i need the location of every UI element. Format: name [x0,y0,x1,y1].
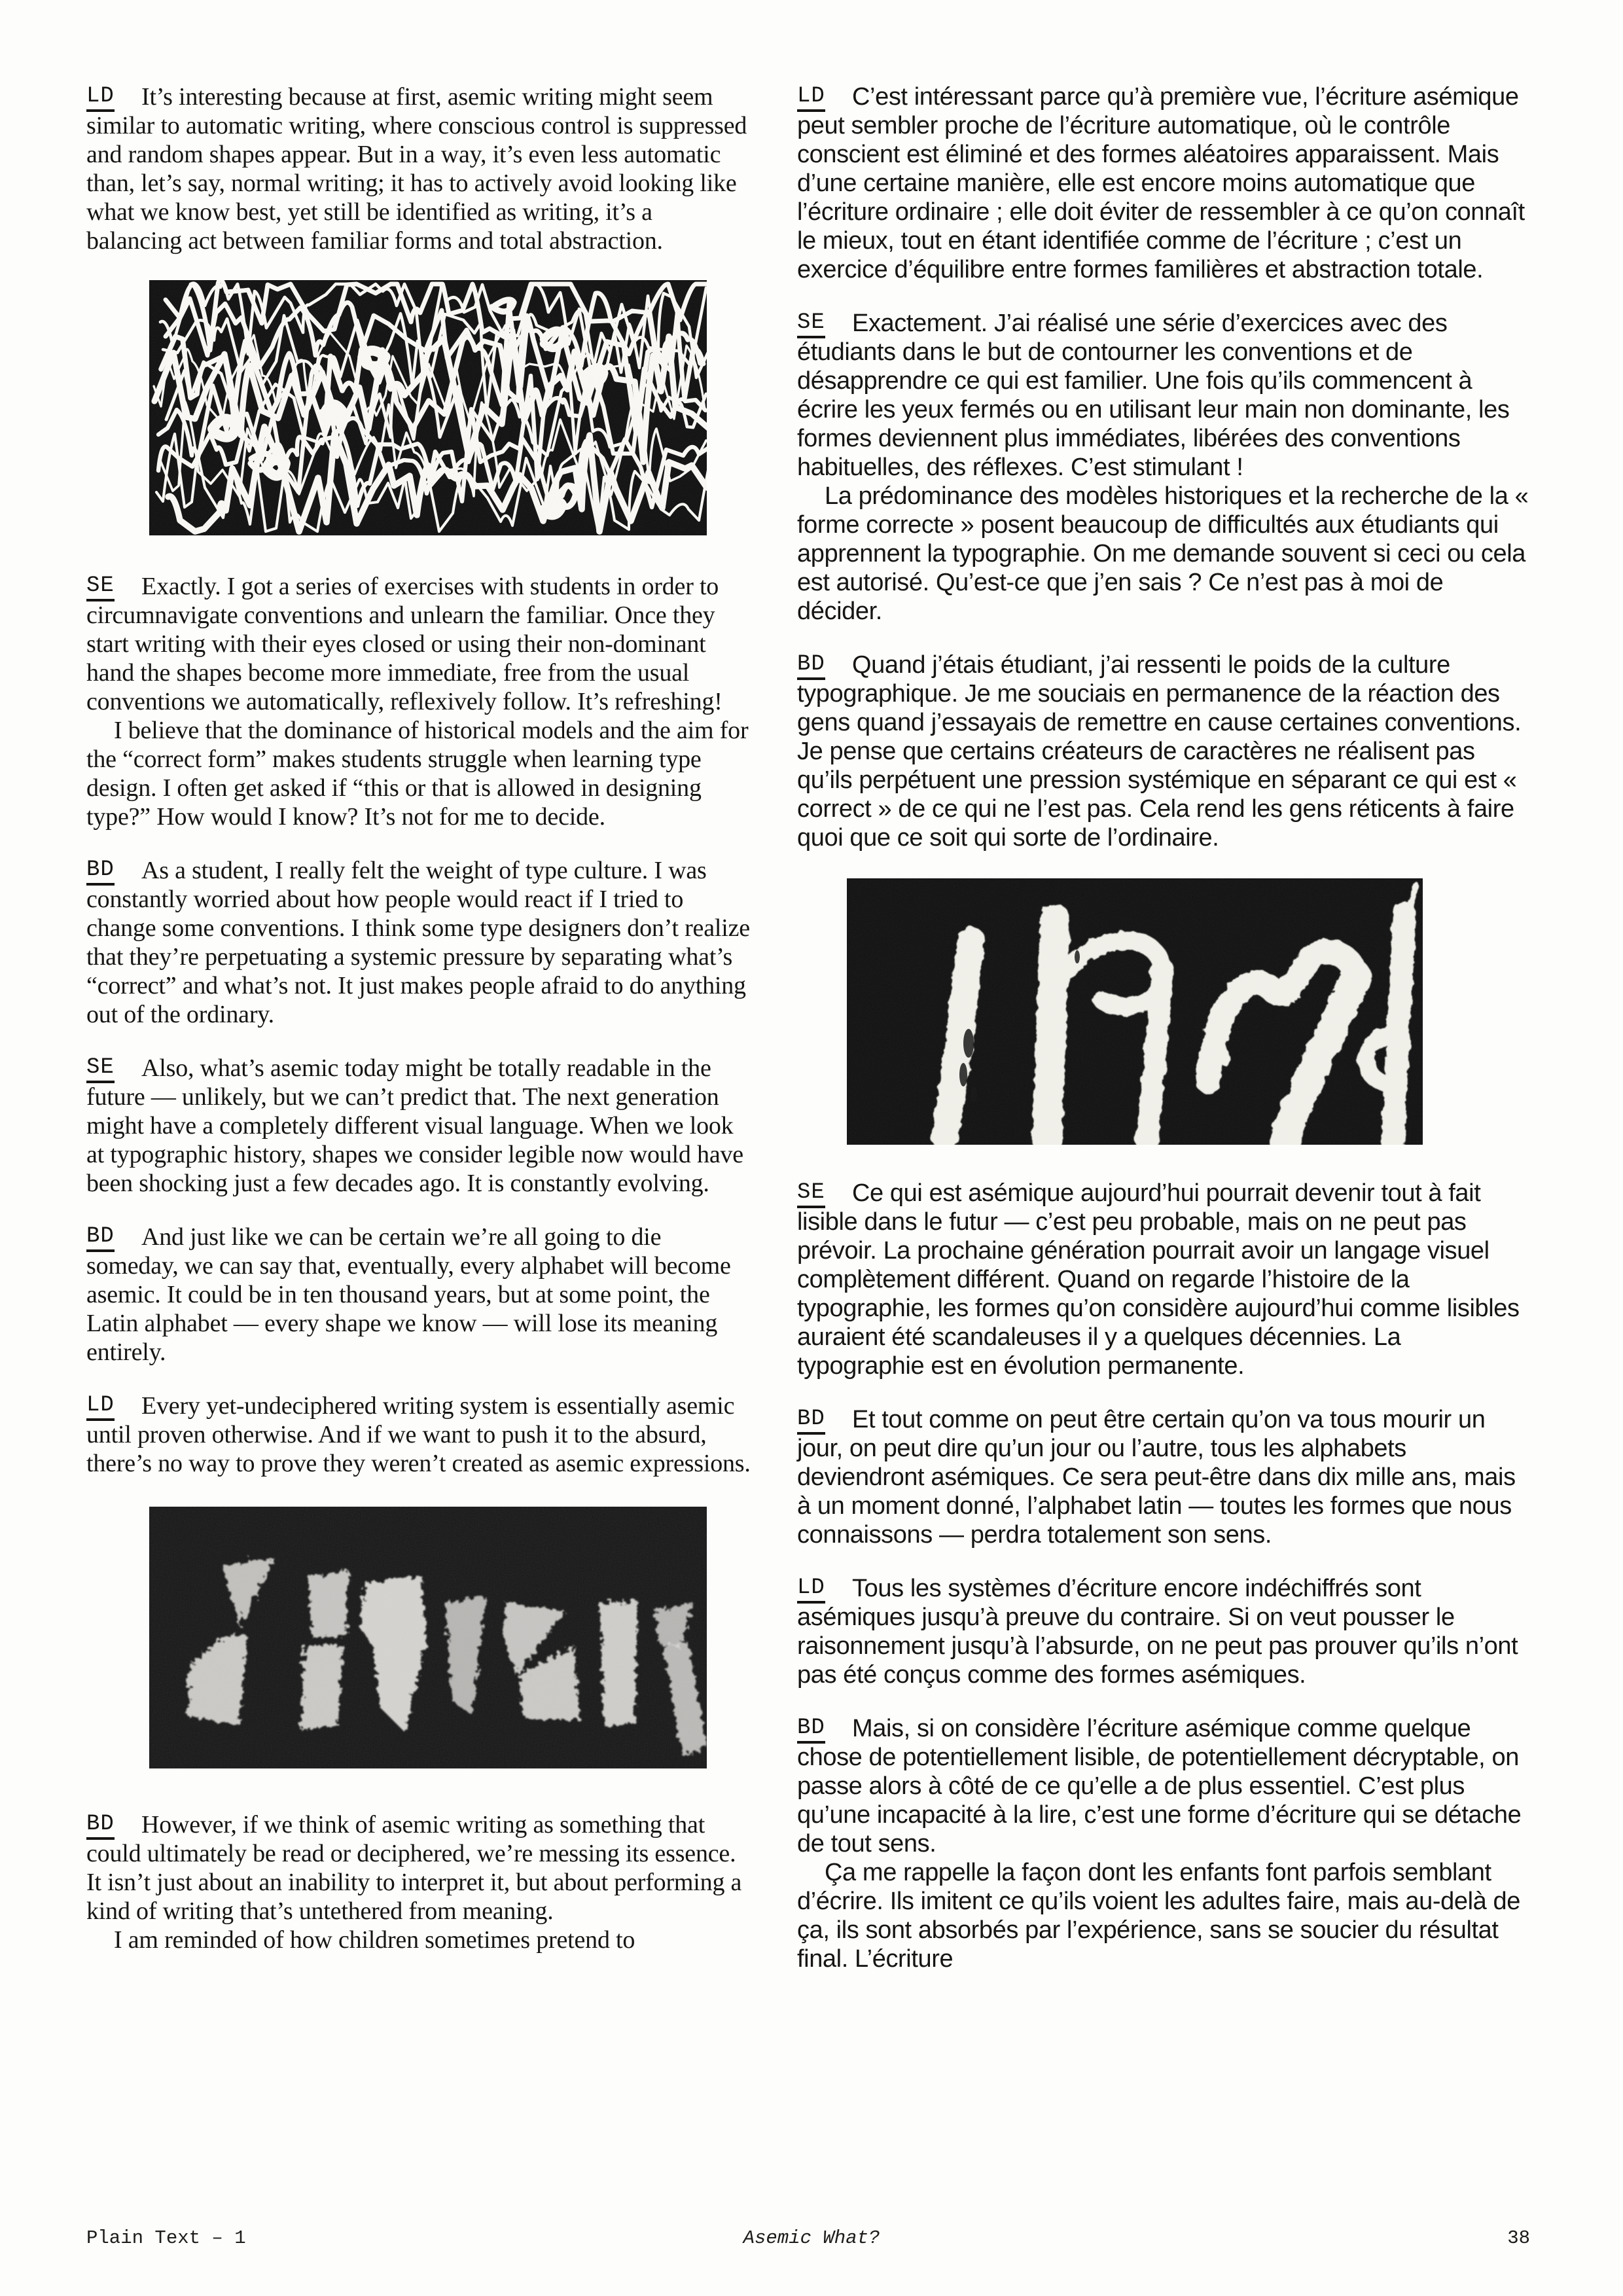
dialogue-text: Every yet-undeciphered writing system is essentially asemic until proven otherwise. And if we want to push it to the absurd, there’s no way to prove they weren’t created as asemic expressions. [86,1392,751,1477]
speaker-label-se: SE [86,573,115,601]
asemic-scribbles-svg [149,280,707,535]
dialogue-text-continued: La prédominance des modèles historiques et la recherche de la « forme correcte » posent beaucoup de difficultés aux étudiants qui apprennent la typographie. On me demande souvent si ceci ou cela est autorisé. Qu’est-ce que j’en sais ? Ce n’est pas à moi de décider. [797,482,1529,625]
footer-book-title: Plain Text – 1 [86,2227,246,2249]
dialogue-text: Ce qui est asémique aujourd’hui pourrait devenir tout à fait lisible dans le futur — c’est peu probable, mais on ne peut pas prévoir. La prochaine génération pourrait avoir un langage visuel complètement différent. Quand on regarde l’histoire de la typographie, les formes qu’on considère aujourd’hui comme lisibles auraient été scandaleuses il y a quelques décennies. La typographie est en évolution permanente. [797,1179,1520,1380]
dialogue-text-continued: I am reminded of how children sometimes pretend to [114,1926,635,1954]
asemic-scribbles-image [149,280,707,535]
dialogue-paragraph [797,309,1531,626]
speaker-label-ld: LD [86,84,115,112]
page-footer [0,2227,1623,2255]
dialogue-text: As a student, I really felt the weight of type culture. I was constantly worried about how people would react if I tried to change some conventions. I think some type designers don’t realize that they’re perpetuating a systemic pressure by separating what’s “correct” and what’s not. It just makes people afraid to do anything out of the ordinary. [86,857,750,1028]
dialogue-paragraph [86,572,753,831]
dialogue-text: However, if we think of asemic writing as something that could ultimately be read or deciphered, we’re messing its essence. It isn’t just about an inability to interpret it, but about performing a kind of writing that’s untethered from meaning. [86,1811,742,1925]
dialogue-text-continued: I believe that the dominance of historical models and the aim for the “correct form” makes students struggle when learning type design. I often get asked if “this or that is allowed in designing type?” How would I know? It’s not for me to decide. [86,717,749,831]
asemic-stencil-image [149,1507,707,1768]
dialogue-paragraph [86,856,753,1029]
dialogue-text: It’s interesting because at first, asemic writing might seem similar to automatic writing, where conscious control is suppressed and random shapes appear. But in a way, it’s even less automatic than, let’s say, normal writing; it has to actively avoid looking like what we know best, yet still be identified as writing, it’s a balancing act between familiar forms and total abstraction. [86,83,747,255]
dialogue-text-continued: Ça me rappelle la façon dont les enfants font parfois semblant d’écrire. Ils imitent ce qu’ils voient les adultes faire, mais au-delà de ça, ils sont absorbés par l’expérience, sans se soucier du résultat final. L’écriture [797,1859,1520,1973]
french-column [797,82,1531,1973]
dialogue-paragraph [797,1405,1531,1549]
speaker-label-bd: BD [86,857,115,886]
dialogue-text: C’est intéressant parce qu’à première vue, l’écriture asémique peut sembler proche de l’écriture automatique, où le contrôle conscient est éliminé et des formes aléatoires apparaissent. Mais d’une certaine manière, elle est encore moins automatique que l’écriture ordinaire ; elle doit éviter de ressembler à ce qu’on connaît le mieux, tout en étant identifiée comme de l’écriture ; c’est un exercice d’équilibre entre formes familières et abstraction totale. [797,83,1525,283]
dialogue-paragraph [797,1179,1531,1380]
dialogue-text: Exactement. J’ai réalisé une série d’exercices avec des étudiants dans le but de contourner les conventions et de désapprendre ce qui est familier. Une fois qu’ils commencent à écrire les yeux fermés ou en utilisant leur main non dominante, les formes deviennent plus immédiates, libérées des conventions habituelles, des réflexes. C’est stimulant ! [797,310,1510,481]
dialogue-paragraph [86,1391,753,1478]
dialogue-text: Mais, si on considère l’écriture asémique comme quelque chose de potentiellement lisible, de potentiellement décryptable, on passe alors à côté de ce qu’elle a de plus essentiel. C’est plus qu’une incapacité à la lire, c’est une forme d’écriture qui se détache de tout sens. [797,1715,1522,1857]
asemic-brush-strokes-image [847,878,1423,1145]
speaker-label-se: SE [86,1055,115,1083]
dialogue-paragraph [797,1574,1531,1689]
speaker-label-ld: LD [797,84,825,112]
speaker-label-bd: BD [797,652,825,680]
footer-page-number: 38 [1507,2227,1530,2249]
footer-chapter-title: Asemic What? [743,2227,880,2249]
dialogue-paragraph [86,1223,753,1367]
speaker-label-bd: BD [86,1812,115,1840]
dialogue-paragraph [86,1054,753,1198]
dialogue-text: Tous les systèmes d’écriture encore indéchiffrés sont asémiques jusqu’à preuve du contraire. Si on veut pousser le raisonnement jusqu’à l’absurde, on ne peut pas prouver qu’ils n’ont pas été conçus comme des formes asémiques. [797,1575,1518,1689]
speaker-label-ld: LD [797,1575,825,1604]
english-column [86,82,753,1954]
dialogue-text: And just like we can be certain we’re all going to die someday, we can say that, eventually, every alphabet will become asemic. It could be in ten thousand years, but at some point, the Latin alphabet — every shape we know — will lose its meaning entirely. [86,1223,731,1366]
dialogue-paragraph [797,1714,1531,1973]
dialogue-text: Et tout comme on peut être certain qu’on va tous mourir un jour, on peut dire qu’un jour ou l’autre, tous les alphabets deviendront asémiques. Ce sera peut-être dans dix mille ans, mais à un moment donné, l’alphabet latin — toutes les formes que nous connaissons — perdra totalement son sens. [797,1406,1516,1549]
dialogue-paragraph [797,82,1531,284]
speaker-label-bd: BD [86,1224,115,1252]
dialogue-paragraph [86,82,753,255]
speaker-label-ld: LD [86,1393,115,1421]
speaker-label-bd: BD [797,1715,825,1744]
asemic-brush-strokes-svg [847,878,1423,1145]
dialogue-text: Also, what’s asemic today might be totally readable in the future — unlikely, but we can’t predict that. The next generation might have a completely different visual language. When we look at typographic history, shapes we consider legible now would have been shocking just a few decades ago. It is constantly evolving. [86,1054,743,1197]
dialogue-text: Quand j’étais étudiant, j’ai ressenti le poids de la culture typographique. Je me souciais en permanence de la réaction des gens quand j’essayais de remettre en cause certaines conventions. Je pense que certains créateurs de caractères ne réalisent pas qu’ils perpétuent une pression systémique en séparant ce qui est « correct » de ce qui ne l’est pas. Cela rend les gens réticents à faire quoi que ce soit qui sorte de l’ordinaire. [797,651,1522,852]
speaker-label-bd: BD [797,1407,825,1435]
asemic-stencil-svg [149,1507,707,1768]
speaker-label-se: SE [797,1180,825,1208]
dialogue-paragraph [797,651,1531,852]
dialogue-paragraph [86,1810,753,1954]
dialogue-text: Exactly. I got a series of exercises with students in order to circumnavigate conventions and unlearn the familiar. Once they start writing with their eyes closed or using their non-dominant hand the shapes become more immediate, free from the usual conventions we automatically, reflexively follow. It’s refreshing! [86,573,722,715]
speaker-label-se: SE [797,310,825,338]
